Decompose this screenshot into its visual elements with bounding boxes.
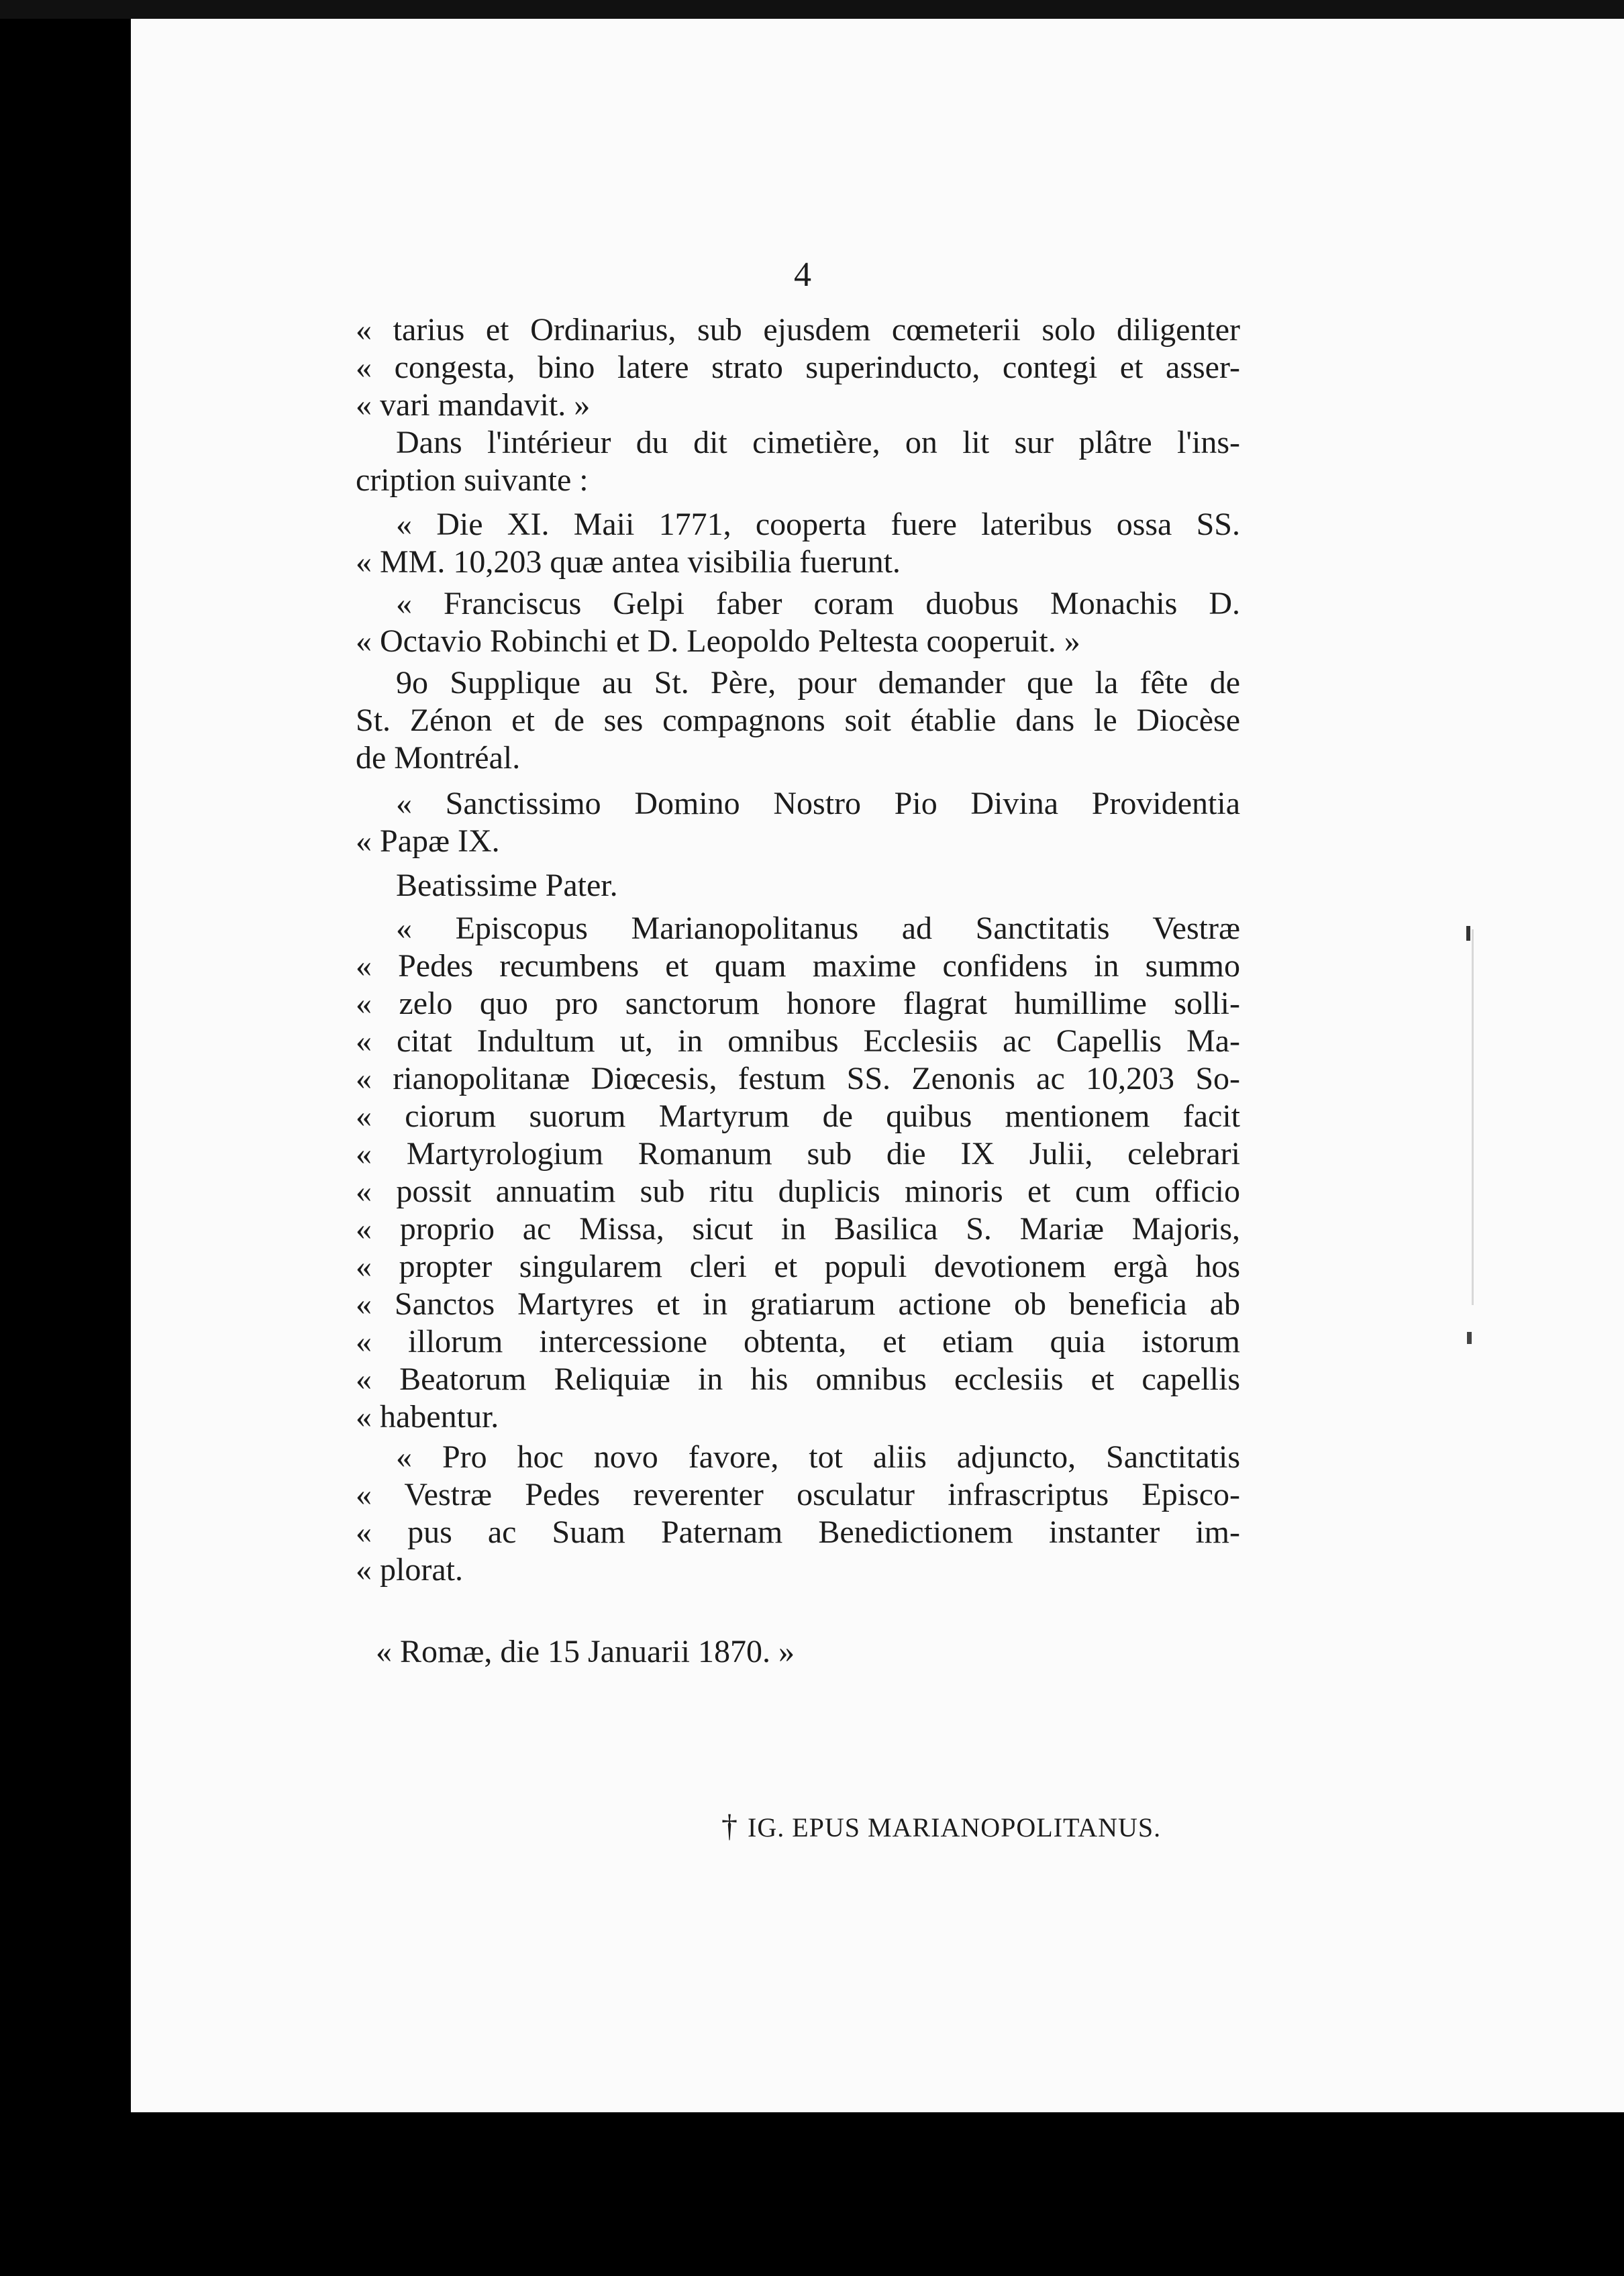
cross-symbol: † (721, 1808, 738, 1844)
text-line: « possit annuatim sub ritu duplicis minoris et cum officio (356, 1174, 1240, 1209)
text-line: « Romæ, die 15 Januarii 1870. » (376, 1634, 795, 1669)
text-line: « tarius et Ordinarius, sub ejusdem cœmeterii solo diligenter (356, 312, 1240, 348)
text-line: « Papæ IX. (356, 823, 500, 859)
scan-edge-top (0, 0, 1624, 19)
signature-text: IG. EPUS MARIANOPOLITANUS. (748, 1812, 1162, 1843)
margin-mark-lower (1467, 1332, 1472, 1344)
text-line: Dans l'intérieur du dit cimetière, on lit sur plâtre l'ins- (396, 425, 1240, 460)
text-line: « Pedes recumbens et quam maxime confidens in summo (356, 948, 1240, 984)
text-line: « citat Indultum ut, in omnibus Ecclesiis ac Capellis Ma- (356, 1023, 1240, 1059)
text-line: « Die XI. Maii 1771, cooperta fuere lateribus ossa SS. (396, 507, 1240, 542)
page-number: 4 (794, 256, 811, 294)
text-line: « Pro hoc novo favore, tot aliis adjuncto, Sanctitatis (396, 1439, 1240, 1475)
text-line: « habentur. (356, 1399, 499, 1435)
signature (721, 1806, 1161, 1848)
text-line: « MM. 10,203 quæ antea visibilia fuerunt. (356, 544, 901, 580)
text-line: « proprio ac Missa, sicut in Basilica S. Mariæ Majoris, (356, 1211, 1240, 1247)
text-line: Beatissime Pater. (396, 868, 618, 903)
text-line: « Martyrologium Romanum sub die IX Julii, celebrari (356, 1136, 1240, 1172)
margin-mark-upper (1472, 929, 1474, 1305)
text-line: « Octavio Robinchi et D. Leopoldo Peltesta cooperuit. » (356, 623, 1080, 659)
text-line: « propter singularem cleri et populi devotionem ergà hos (356, 1249, 1240, 1284)
text-line: « plorat. (356, 1552, 463, 1588)
text-line: St. Zénon et de ses compagnons soit établie dans le Diocèse (356, 703, 1240, 738)
text-line: « congesta, bino latere strato superinducto, contegi et asser- (356, 350, 1240, 385)
text-line: « Beatorum Reliquiæ in his omnibus ecclesiis et capellis (356, 1361, 1240, 1397)
text-line: « pus ac Suam Paternam Benedictionem instanter im- (356, 1514, 1240, 1550)
text-line: « vari mandavit. » (356, 387, 591, 423)
text-line: « Sanctos Martyres et in gratiarum actione ob beneficia ab (356, 1286, 1240, 1322)
text-line: « rianopolitanæ Diœcesis, festum SS. Zenonis ac 10,203 So- (356, 1061, 1240, 1096)
text-line: « Vestræ Pedes reverenter osculatur infrascriptus Episco- (356, 1477, 1240, 1512)
text-line: cription suivante : (356, 462, 589, 498)
text-line: de Montréal. (356, 740, 521, 776)
text-line: « ciorum suorum Martyrum de quibus mentionem facit (356, 1098, 1240, 1134)
text-line: « illorum intercessione obtenta, et etiam quia istorum (356, 1324, 1240, 1359)
text-line: 9o Supplique au St. Père, pour demander que la fête de (396, 665, 1240, 701)
text-line: « zelo quo pro sanctorum honore flagrat humillime solli- (356, 986, 1240, 1021)
margin-mark-inner (1466, 926, 1470, 941)
text-line: « Episcopus Marianopolitanus ad Sanctitatis Vestræ (396, 911, 1240, 946)
text-line: « Sanctissimo Domino Nostro Pio Divina Providentia (396, 786, 1240, 821)
text-line: « Franciscus Gelpi faber coram duobus Monachis D. (396, 586, 1240, 621)
